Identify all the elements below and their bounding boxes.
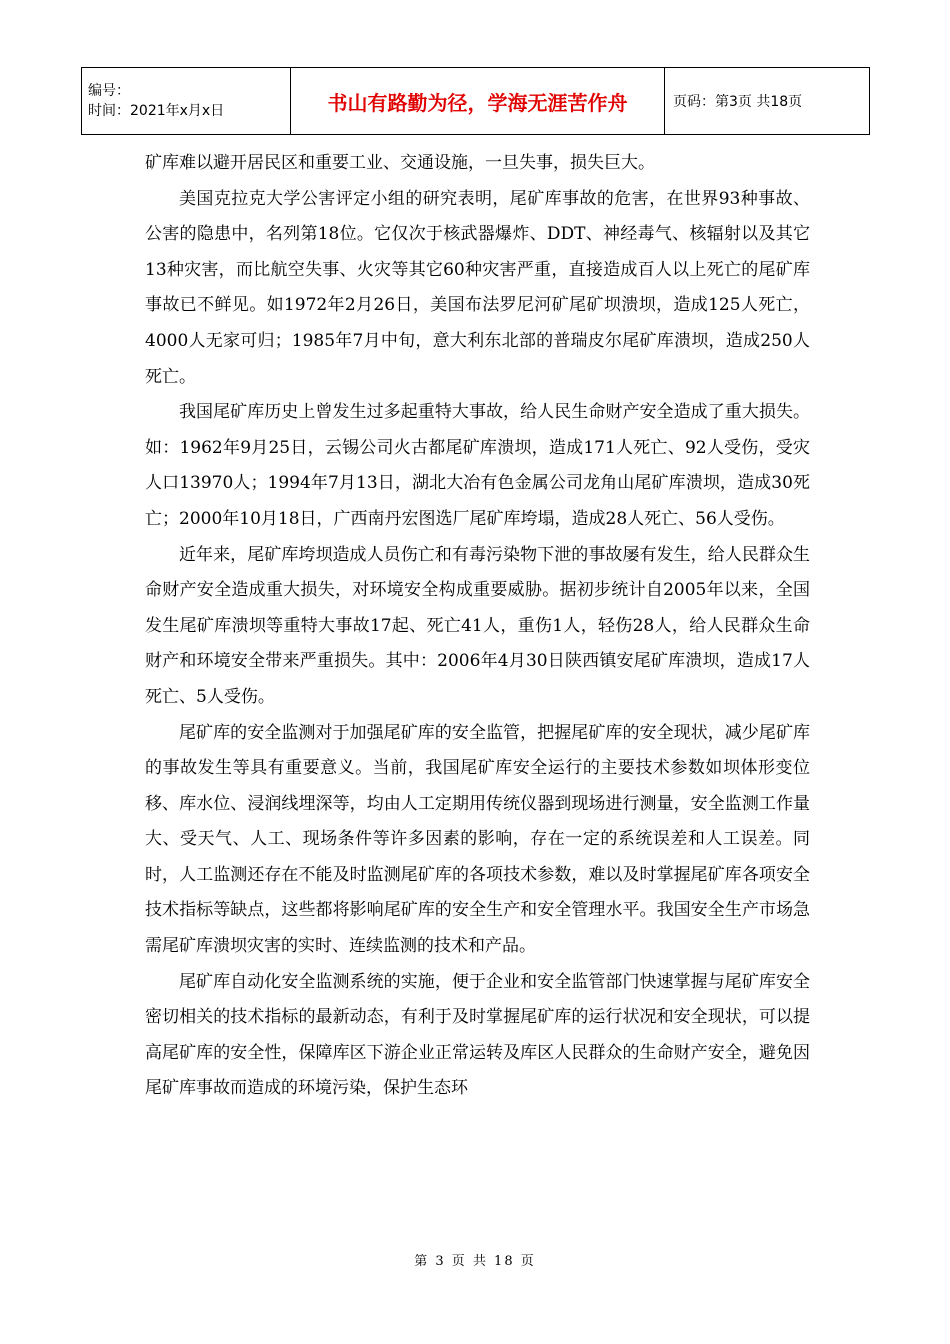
paragraph: 我国尾矿库历史上曾发生过多起重特大事故，给人民生命财产安全造成了重大损失。如：1962年9月25日，云锡公司火古都尾矿库溃坝，造成171人死亡、92人受伤，受灾人口13970人；1994年7月13日，湖北大冶有色金属公司龙角山尾矿库溃坝，造成30死亡；2000年10月18日，广西南丹宏图选厂尾矿库垮塌，造成28人死亡、56人受伤。 [145,402,810,529]
page-footer: 第 3 页 共 18 页 [414,1254,536,1269]
header-meta [82,68,291,135]
document-header [81,67,870,135]
paragraph: 近年来，尾矿库垮坝造成人员伤亡和有毒污染物下泄的事故屡有发生，给人民群众生命财产安全造成重大损失，对环境安全构成重要威胁。据初步统计自2005年以来，全国发生尾矿库溃坝等重特大事故17起、死亡41人，重伤1人，轻伤28人，给人民群众生命财产和环境安全带来严重损失。其中：2006年4月30日陕西镇安尾矿库溃坝，造成17人死亡、5人受伤。 [145,544,810,707]
header-motto: 书山有路勤为径，学海无涯苦作舟 [291,68,665,135]
date-label: 时间：2021年x月x日 [88,103,225,119]
serial-number-label: 编号： [88,83,130,99]
paragraph: 矿库难以避开居民区和重要工业、交通设施，一旦失事，损失巨大。 [145,153,655,173]
paragraph: 美国克拉克大学公害评定小组的研究表明，尾矿库事故的危害，在世界93种事故、公害的隐患中，名列第18位。它仅次于核武器爆炸、DDT、神经毒气、核辐射以及其它13种灾害，而比航空失事、火灾等其它60种灾害严重，直接造成百人以上死亡的尾矿库事故已不鲜见。如1972年2月26日，美国布法罗尼河矿尾矿坝溃坝，造成125人死亡，4000人无家可归；1985年7月中旬，意大利东北部的普瑞皮尔尾矿库溃坝，造成250人死亡。 [145,188,810,387]
document-body [145,146,810,1107]
paragraph: 尾矿库自动化安全监测系统的实施，便于企业和安全监管部门快速掌握与尾矿库安全密切相关的技术指标的最新动态，有利于及时掌握尾矿库的运行状况和安全现状，可以提高尾矿库的安全性，保障库区下游企业正常运转及库区人民群众的生命财产安全，避免因尾矿库事故而造成的环境污染，保护生态环 [145,971,810,1099]
paragraph: 尾矿库的安全监测对于加强尾矿库的安全监管，把握尾矿库的安全现状，减少尾矿库的事故发生等具有重要意义。当前，我国尾矿库安全运行的主要技术参数如坝体形变位移、库水位、浸润线埋深等，均由人工定期用传统仪器到现场进行测量，安全监测工作量大、受天气、人工、现场条件等许多因素的影响，存在一定的系统误差和人工误差。同时，人工监测还存在不能及时监测尾矿库的各项技术参数，难以及时掌握尾矿库各项安全技术指标等缺点，这些都将影响尾矿库的安全生产和安全管理水平。我国安全生产市场急需尾矿库溃坝灾害的实时、连续监测的技术和产品。 [145,722,810,957]
header-page-info: 页码：第3页 共18页 [665,68,870,135]
